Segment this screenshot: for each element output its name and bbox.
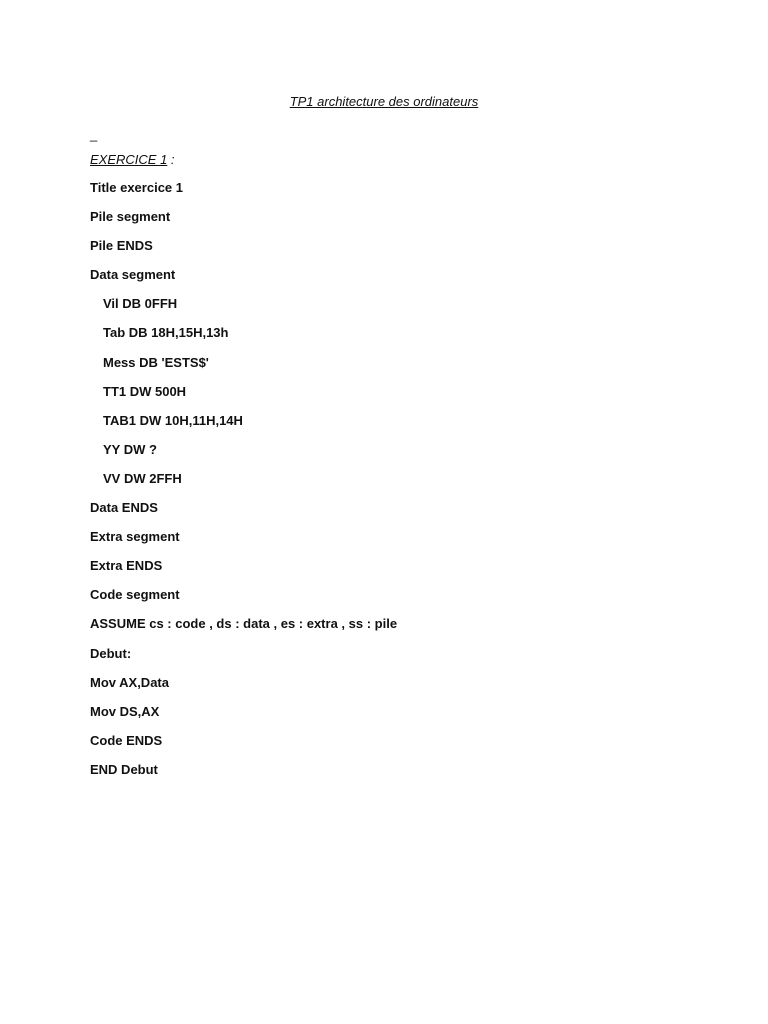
exercise-label: EXERCICE 1 xyxy=(90,152,168,167)
code-line: TT1 DW 500H xyxy=(103,383,187,399)
code-line: Mov AX,Data xyxy=(90,674,169,690)
exercise-heading xyxy=(90,151,175,169)
code-line: END Debut xyxy=(90,761,158,777)
code-line: Extra segment xyxy=(90,529,180,545)
code-line: Title exercice 1 xyxy=(90,180,183,195)
code-line: Debut: xyxy=(90,645,132,661)
code-line: Mess DB 'ESTS$' xyxy=(103,354,209,370)
code-line: Code ENDS xyxy=(90,732,163,748)
code-line: Data segment xyxy=(90,267,176,283)
document-title: TP1 architecture des ordinateurs xyxy=(289,94,479,109)
code-line: Data ENDS xyxy=(90,500,158,516)
code-line: Mov DS,AX xyxy=(90,703,160,719)
code-line: YY DW ? xyxy=(103,441,157,457)
code-line: Tab DB 18H,15H,13h xyxy=(103,325,229,341)
code-line: Extra ENDS xyxy=(90,558,163,574)
code-line: VV DW 2FFH xyxy=(103,470,182,486)
code-line: TAB1 DW 10H,11H,14H xyxy=(103,412,243,428)
dash-mark: _ xyxy=(90,127,98,142)
code-line: Code segment xyxy=(90,587,180,603)
code-line: Pile ENDS xyxy=(90,238,153,254)
code-line: Vil DB 0FFH xyxy=(103,296,178,312)
code-line: ASSUME cs : code , ds : data , es : extra , ss : pile xyxy=(90,616,398,632)
exercise-colon: : xyxy=(167,152,175,167)
code-line: Pile segment xyxy=(90,209,171,225)
code-listing xyxy=(90,179,397,790)
